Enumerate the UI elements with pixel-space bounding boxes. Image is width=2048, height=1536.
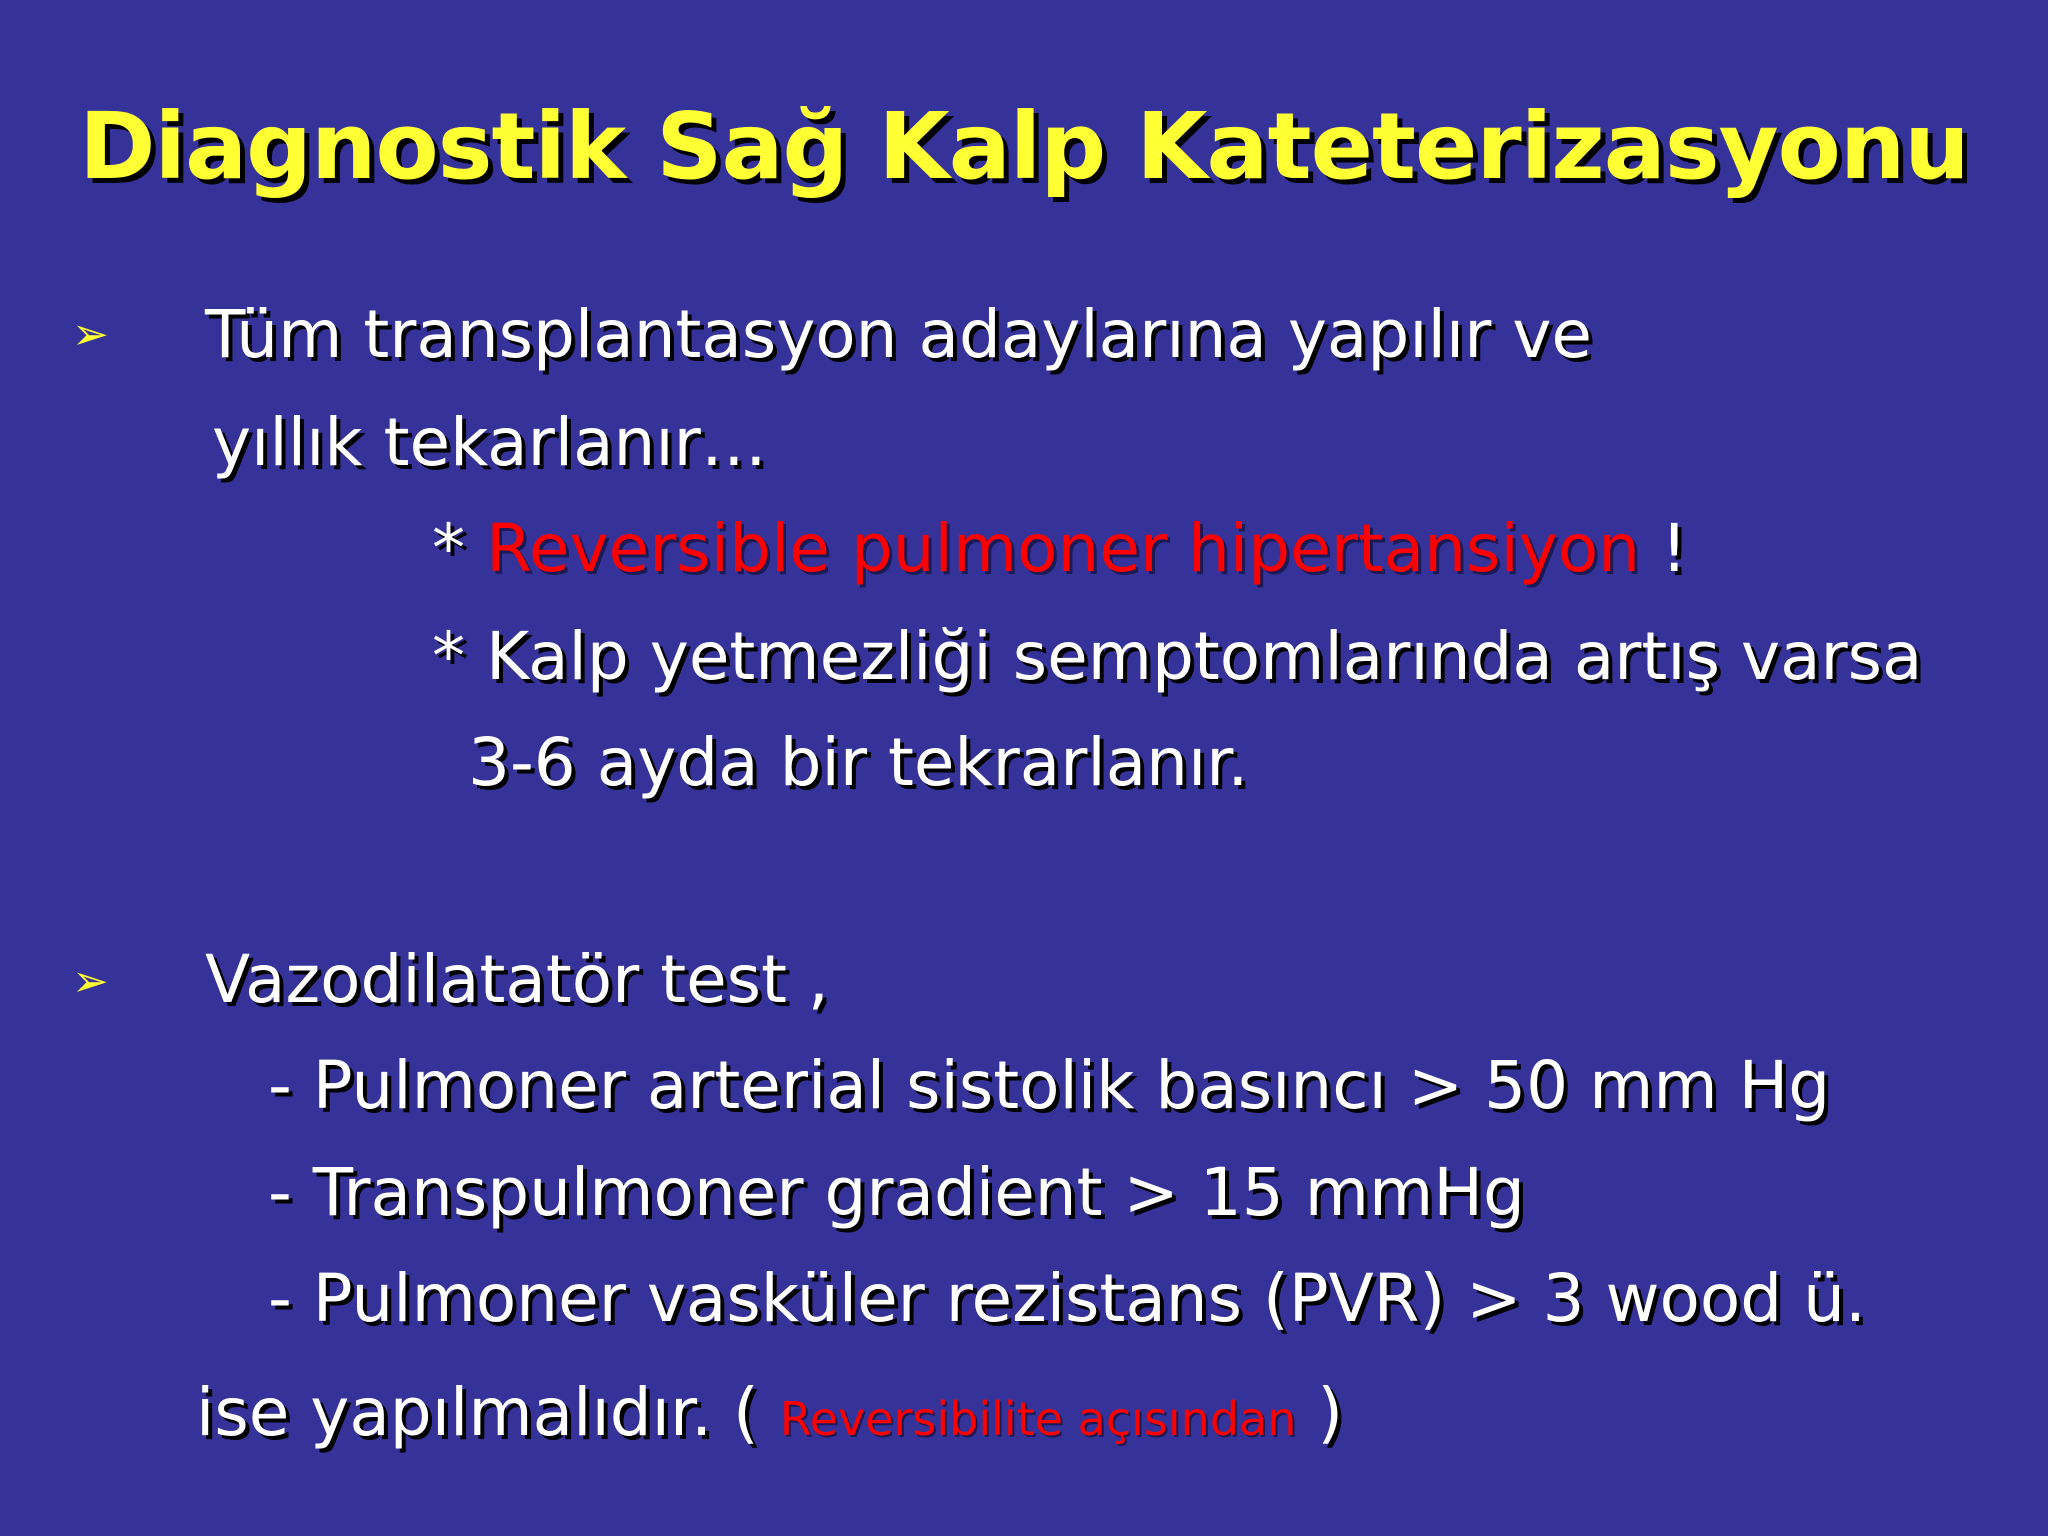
section1-item1 <box>432 509 1688 589</box>
item1-star: * <box>432 510 486 587</box>
section1-item2: * Kalp yetmezliği semptomlarında artış varsa <box>432 618 1923 695</box>
item1-suffix: ! <box>1640 510 1688 587</box>
section1-line2: yıllık tekarlanır… <box>212 404 767 481</box>
arrow-bullet-icon: ➢ <box>72 309 109 360</box>
conclusion-highlight: Reversibilite açısından <box>779 1392 1297 1446</box>
criterion-3: - Pulmoner vasküler rezistans (PVR) > 3 wood ü. <box>268 1260 1866 1337</box>
section2-conclusion <box>196 1373 1343 1459</box>
conclusion-suffix: ) <box>1296 1374 1344 1451</box>
section2-heading: Vazodilatatör test , <box>205 941 829 1018</box>
conclusion-prefix: ise yapılmalıdır. ( <box>196 1374 780 1451</box>
section1-item2-cont: 3-6 ayda bir tekrarlanır. <box>468 724 1249 801</box>
arrow-bullet-icon: ➢ <box>72 956 109 1007</box>
section1-line1: Tüm transplantasyon adaylarına yapılır ve <box>205 296 1593 373</box>
item1-highlight: Reversible pulmoner hipertansiyon <box>485 510 1641 587</box>
criterion-2: - Transpulmoner gradient > 15 mmHg <box>268 1154 1525 1231</box>
slide-title: Diagnostik Sağ Kalp Kateterizasyonu <box>79 93 1969 200</box>
criterion-1: - Pulmoner arterial sistolik basıncı > 50 mm Hg <box>268 1047 1831 1124</box>
